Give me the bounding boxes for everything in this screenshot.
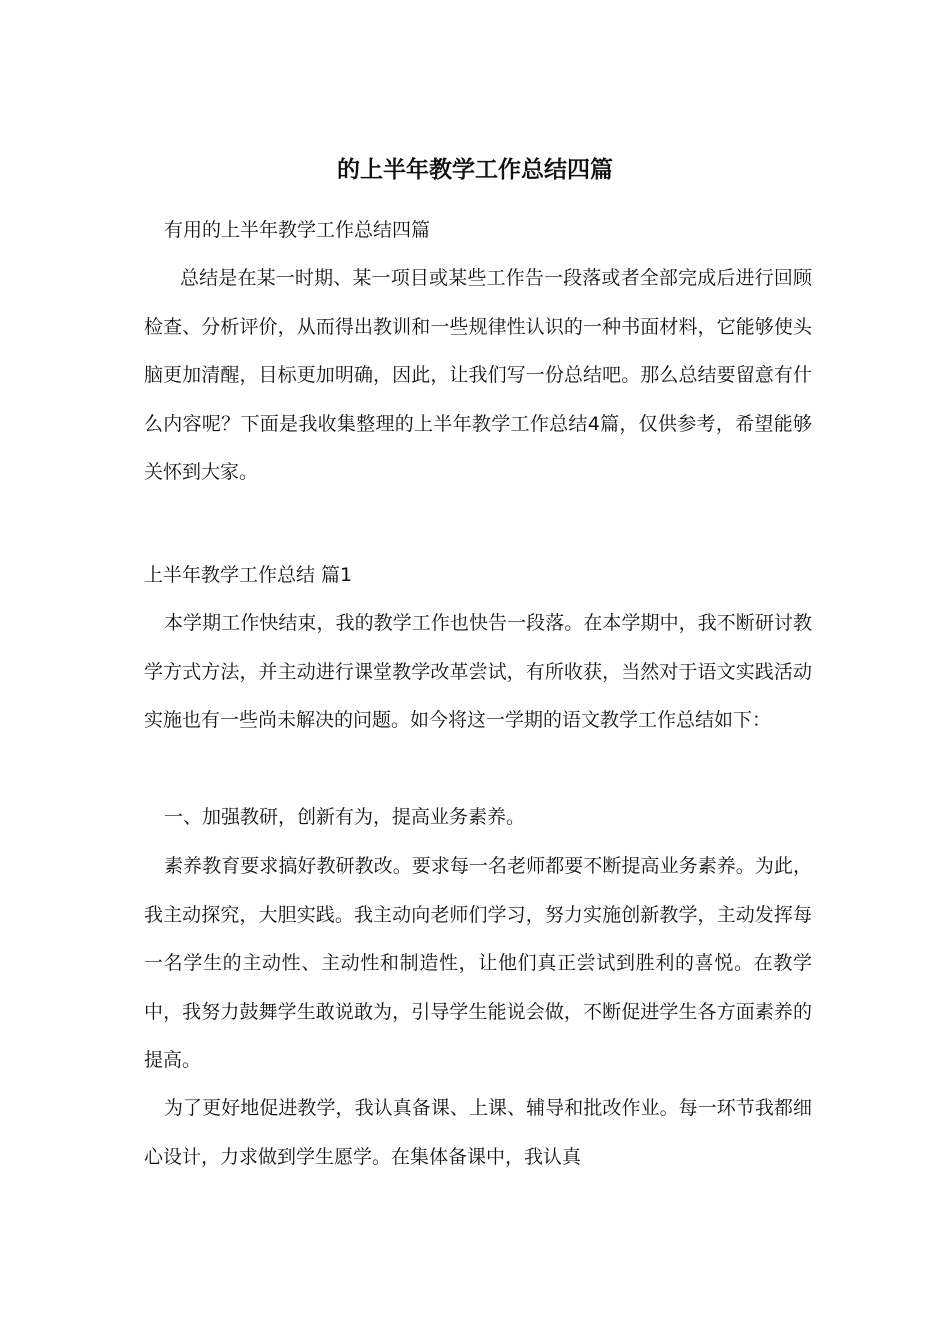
section-heading: 上半年教学工作总结 篇1 — [144, 564, 353, 586]
paragraph-2: 素养教育要求搞好教研教改。要求每一名老师都要不断提高业务素养。为此，我主动探究，大胆实践。我主动向老师们学习，努力实施创新教学，主动发挥每一名学生的主动性、主动性和制造性，让他们真正尝试到胜利的喜悦。在教学中，我努力鼓舞学生敢说敢为，引导学生能说会做，不断促进学生各方面素养的提高。 — [144, 855, 812, 1071]
paragraph-3: 为了更好地促进教学，我认真备课、上课、辅导和批改作业。每一环节我都细心设计，力求做到学生愿学。在集体备课中，我认真 — [144, 1097, 812, 1168]
intro-paragraph: 总结是在某一时期、某一项目或某些工作告一段落或者全部完成后进行回顾检查、分析评价，从而得出教训和一些规律性认识的一种书面材料，它能够使头脑更加清醒，目标更加明确，因此，让我们写一份总结吧。那么总结要留意有什么内容呢？下面是我收集整理的上半年教学工作总结4篇，仅供参考，希望能够关怀到大家。 — [144, 267, 812, 483]
subheading-1: 一、加强教研，创新有为，提高业务素养。 — [164, 806, 526, 828]
document-title: 的上半年教学工作总结四篇 — [337, 157, 613, 183]
document-subtitle: 有用的上半年教学工作总结四篇 — [164, 219, 431, 241]
paragraph-1: 本学期工作快结束，我的教学工作也快告一段落。在本学期中，我不断研讨教学方式方法，并主动进行课堂教学改革尝试，有所收获，当然对于语文实践活动实施也有一些尚未解决的问题。如今将这一学期的语文教学工作总结如下： — [144, 612, 812, 731]
